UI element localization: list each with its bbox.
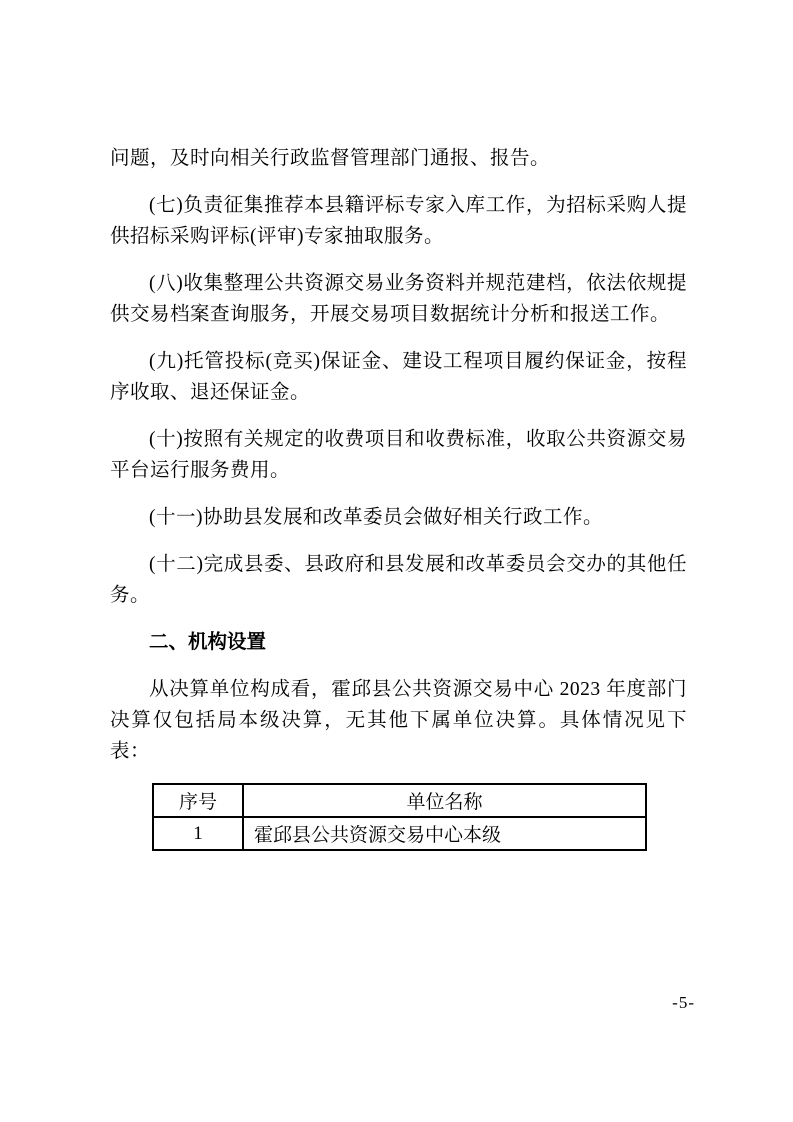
duty-item-9: (九)托管投标(竞买)保证金、建设工程项目履约保证金，按程序收取、退还保证金。 [110, 351, 687, 403]
duty-item-8: (八)收集整理公共资源交易业务资料并规范建档，依法依规提供交易档案查询服务，开展交易项目数据统计分析和报送工作。 [110, 273, 687, 325]
table-row [153, 817, 646, 850]
page-number: -5- [672, 993, 695, 1012]
duty-item-10: (十)按照有关规定的收费项目和收费标准，收取公共资源交易平台运行服务费用。 [110, 429, 687, 481]
duty-item-11: (十一)协助县发展和改革委员会做好相关行政工作。 [149, 507, 603, 528]
section-heading-organization-setup: 二、机构设置 [149, 631, 267, 653]
unit-table-header-seq: 序号 [153, 784, 243, 817]
continuation-paragraph: 问题，及时向相关行政监督管理部门通报、报告。 [110, 148, 551, 169]
duty-item-7: (七)负责征集推荐本县籍评标专家入库工作，为招标采购人提供招标采购评标(评审)专家抽取服务。 [110, 195, 687, 247]
unit-table-cell-name: 霍邱县公共资源交易中心本级 [243, 817, 646, 850]
unit-table [152, 783, 647, 851]
unit-table-header-name: 单位名称 [243, 784, 646, 817]
intro-paragraph: 从决算单位构成看，霍邱县公共资源交易中心 2023 年度部门决算仅包括局本级决算，无其他下属单位决算。具体情况见下表： [110, 679, 687, 762]
unit-table-header-row [153, 784, 646, 817]
unit-table-cell-seq: 1 [153, 817, 243, 850]
duty-item-12: (十二)完成县委、县政府和县发展和改革委员会交办的其他任务。 [110, 554, 687, 606]
